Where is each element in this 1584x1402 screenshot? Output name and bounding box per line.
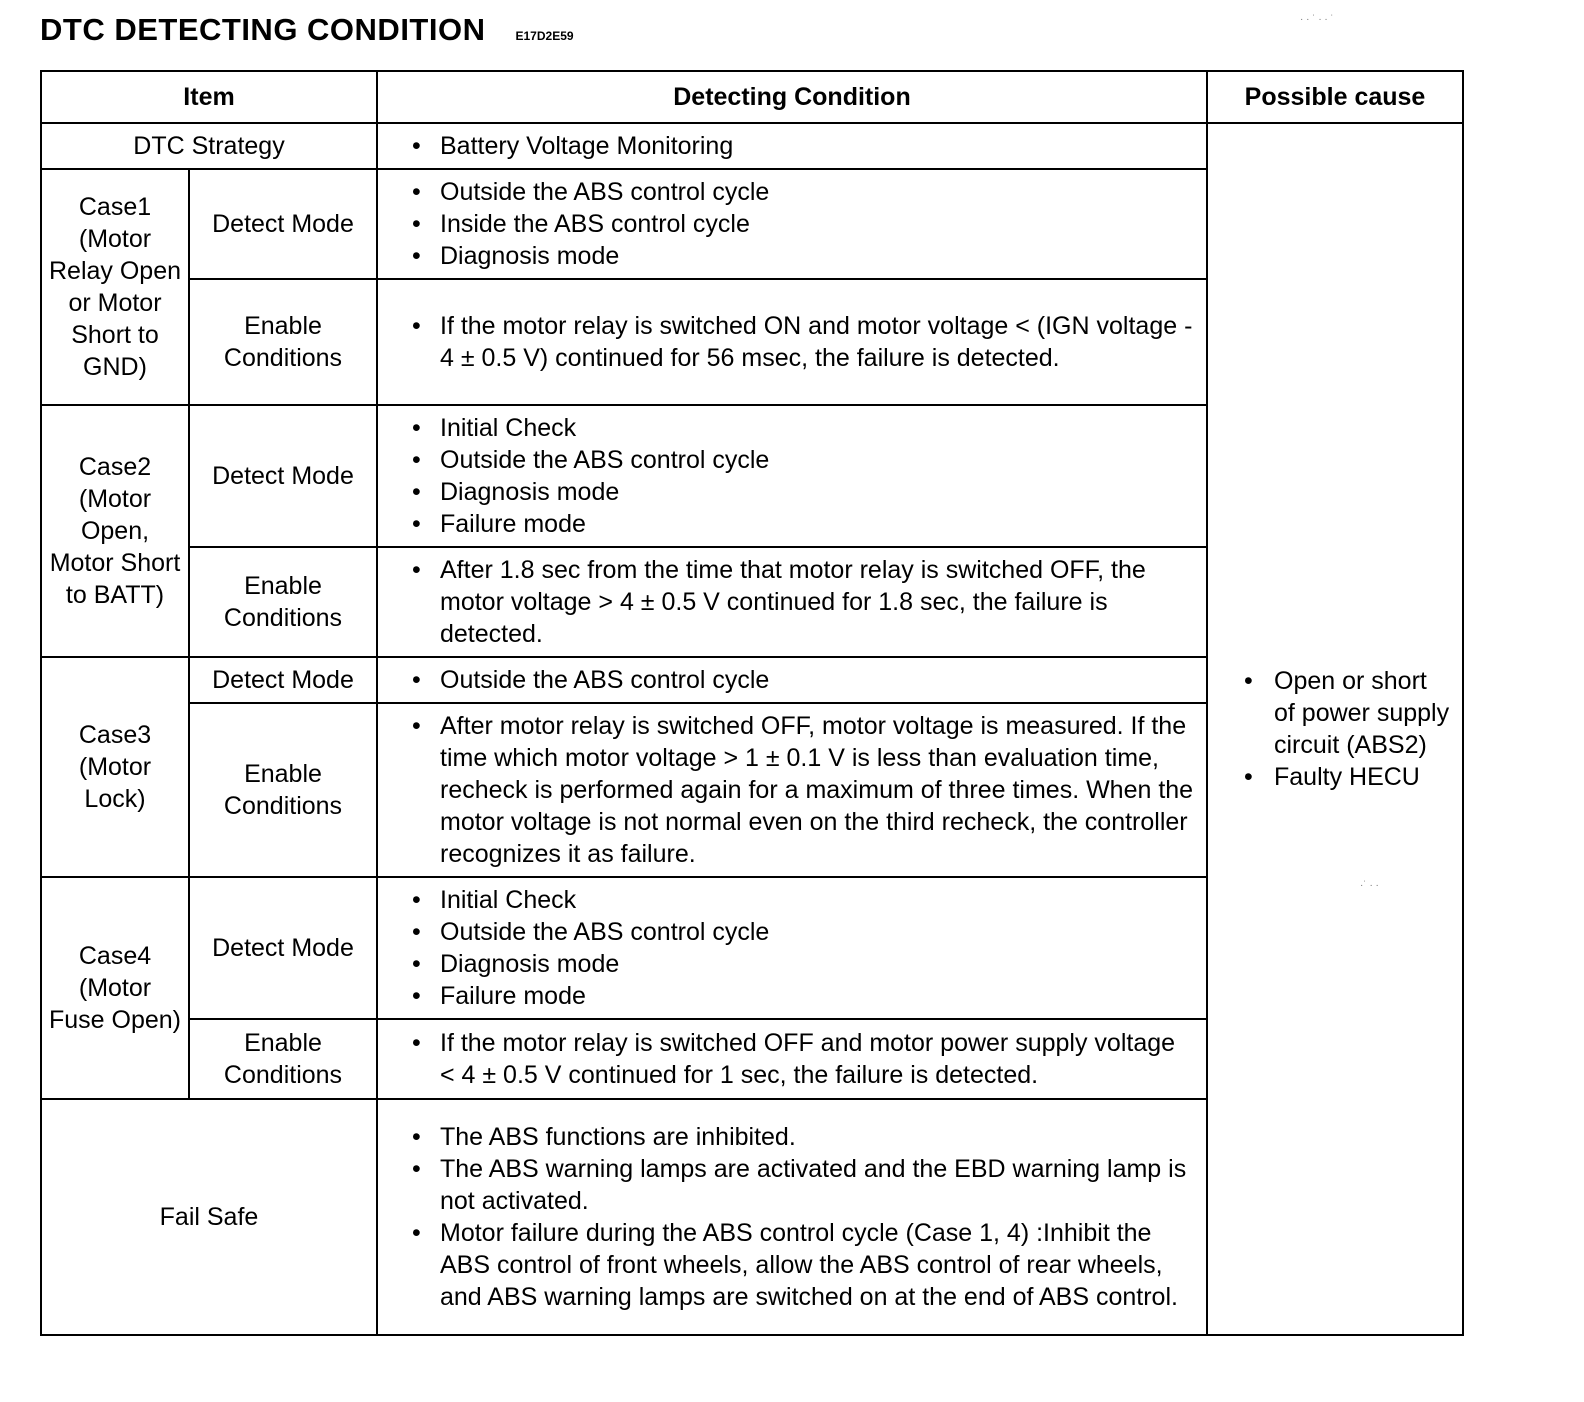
strategy-item: • Battery Voltage Monitoring xyxy=(440,130,1196,162)
fail-safe-item: • The ABS functions are inhibited. xyxy=(440,1121,1196,1153)
case2-detect-mode xyxy=(377,405,1207,547)
strategy-condition xyxy=(377,123,1207,169)
detect-mode-item: • Initial Check xyxy=(440,884,1196,916)
case3-detect-list xyxy=(378,664,1206,696)
enable-condition-item: • After motor relay is switched OFF, motor voltage is measured. If the time which motor voltage > 1 ± 0.1 V is less than evaluation time, recheck is performed again for a maximum of three times. When the motor voltage is not normal even on the third recheck, the controller recognizes it as failure. xyxy=(440,710,1196,870)
enable-condition-item: • After 1.8 sec from the time that motor relay is switched OFF, the motor voltage > 4 ± 0.5 V continued for 1.8 sec, the failure is detected. xyxy=(440,554,1196,650)
case4-enable-list xyxy=(378,1027,1206,1091)
detect-mode-item: • Diagnosis mode xyxy=(440,240,1196,272)
column-header-cause: Possible cause xyxy=(1207,71,1463,123)
document-code: E17D2E59 xyxy=(515,28,574,43)
detect-mode-item: • Outside the ABS control cycle xyxy=(440,916,1196,948)
strategy-label: DTC Strategy xyxy=(41,123,377,169)
case3-enable-conditions xyxy=(377,703,1207,877)
scan-speckle: ·˙ · · xyxy=(1360,880,1379,891)
column-header-item: Item xyxy=(41,71,377,123)
detect-mode-item: • Outside the ABS control cycle xyxy=(440,664,1196,696)
case1-detect-mode-label: Detect Mode xyxy=(189,169,377,279)
fail-safe-item: • The ABS warning lamps are activated and the EBD warning lamp is not activated. xyxy=(440,1153,1196,1217)
case4-detect-mode xyxy=(377,877,1207,1019)
case3-detect-mode xyxy=(377,657,1207,703)
case2-label: Case2 (Motor Open, Motor Short to BATT) xyxy=(41,405,189,657)
case2-enable-conditions xyxy=(377,547,1207,657)
case4-label: Case4 (Motor Fuse Open) xyxy=(41,877,189,1099)
case1-label: Case1 (Motor Relay Open or Motor Short to GND) xyxy=(41,169,189,405)
header-row xyxy=(41,71,1463,123)
possible-cause-list xyxy=(1208,665,1462,793)
possible-cause-item: • Faulty HECU xyxy=(1274,761,1454,793)
detect-mode-item: • Failure mode xyxy=(440,980,1196,1012)
possible-cause-item: • Open or short of power supply circuit (ABS2) xyxy=(1274,665,1454,761)
detect-mode-item: • Failure mode xyxy=(440,508,1196,540)
page-title: DTC DETECTING CONDITION xyxy=(40,12,486,47)
case4-detect-list xyxy=(378,884,1206,1012)
column-header-condition: Detecting Condition xyxy=(377,71,1207,123)
case2-enable-list xyxy=(378,554,1206,650)
strategy-row xyxy=(41,123,1463,169)
fail-safe-item: • Motor failure during the ABS control cycle (Case 1, 4) :Inhibit the ABS control of front wheels, allow the ABS control of rear wheels, and ABS warning lamps are switched on at the end of ABS control. xyxy=(440,1217,1196,1313)
case3-label: Case3 (Motor Lock) xyxy=(41,657,189,877)
case1-enable-label: Enable Conditions xyxy=(189,279,377,405)
case3-enable-label: Enable Conditions xyxy=(189,703,377,877)
case3-detect-mode-label: Detect Mode xyxy=(189,657,377,703)
fail-safe-label: Fail Safe xyxy=(41,1099,377,1335)
case4-enable-conditions xyxy=(377,1019,1207,1099)
detect-mode-item: • Diagnosis mode xyxy=(440,948,1196,980)
detect-mode-item: • Outside the ABS control cycle xyxy=(440,444,1196,476)
strategy-list xyxy=(378,130,1206,162)
case2-detect-mode-label: Detect Mode xyxy=(189,405,377,547)
possible-cause-cell xyxy=(1207,123,1463,1335)
case2-enable-label: Enable Conditions xyxy=(189,547,377,657)
case1-detect-mode xyxy=(377,169,1207,279)
page-heading xyxy=(40,12,574,48)
detect-mode-item: • Diagnosis mode xyxy=(440,476,1196,508)
case1-enable-list xyxy=(378,310,1206,374)
case1-detect-list xyxy=(378,176,1206,272)
case4-detect-mode-label: Detect Mode xyxy=(189,877,377,1019)
detect-mode-item: • Outside the ABS control cycle xyxy=(440,176,1196,208)
scan-speckle: · · ˙ · · ˙ xyxy=(1300,14,1334,25)
detect-mode-item: • Inside the ABS control cycle xyxy=(440,208,1196,240)
case3-enable-list xyxy=(378,710,1206,870)
detect-mode-item: • Initial Check xyxy=(440,412,1196,444)
case4-enable-label: Enable Conditions xyxy=(189,1019,377,1099)
case1-enable-conditions xyxy=(377,279,1207,405)
fail-safe-actions xyxy=(377,1099,1207,1335)
fail-safe-list xyxy=(378,1121,1206,1313)
dtc-table xyxy=(40,70,1464,1336)
case2-detect-list xyxy=(378,412,1206,540)
enable-condition-item: • If the motor relay is switched OFF and motor power supply voltage < 4 ± 0.5 V continued for 1 sec, the failure is detected. xyxy=(440,1027,1196,1091)
enable-condition-item: • If the motor relay is switched ON and motor voltage < (IGN voltage - 4 ± 0.5 V) continued for 56 msec, the failure is detected. xyxy=(440,310,1196,374)
